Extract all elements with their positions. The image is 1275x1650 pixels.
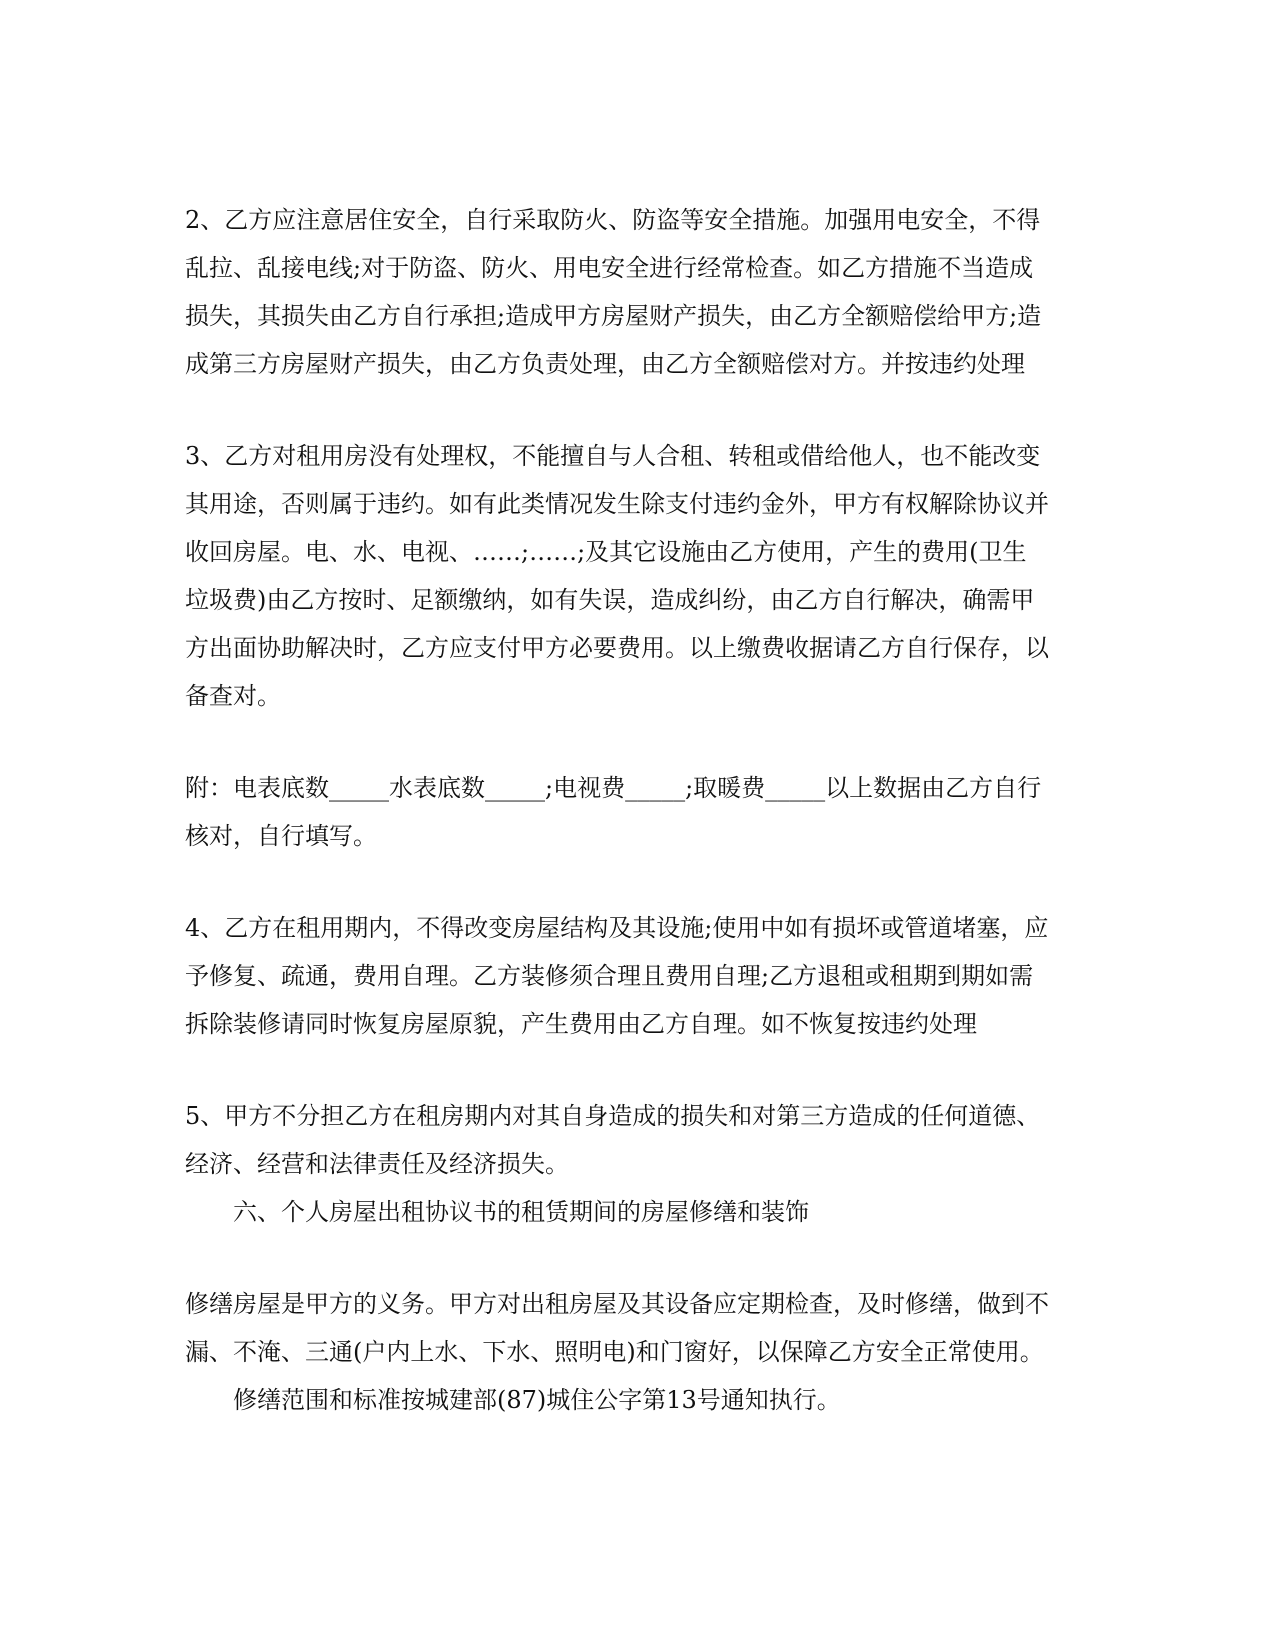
text-line: 拆除装修请同时恢复房屋原貌，产生费用由乙方自理。如不恢复按违约处理 <box>185 1010 977 1038</box>
text-line: 5、甲方不分担乙方在租房期内对其自身造成的损失和对第三方造成的任何道德、 <box>185 1102 1041 1130</box>
text-line: 备查对。 <box>185 682 281 710</box>
text-line: 漏、不淹、三通(户内上水、下水、照明电)和门窗好，以保障乙方安全正常使用。 <box>185 1338 1044 1366</box>
clause-5-paragraph <box>185 1092 1085 1188</box>
clause-4-paragraph <box>185 904 1085 1048</box>
text-line: 核对，自行填写。 <box>185 822 377 850</box>
text-line: 修缮房屋是甲方的义务。甲方对出租房屋及其设备应定期检查，及时修缮，做到不 <box>185 1290 1049 1318</box>
document-body <box>185 196 1085 1424</box>
attachment-paragraph <box>185 764 1085 860</box>
clause-3-paragraph <box>185 432 1085 720</box>
text-line: 2、乙方应注意居住安全，自行采取防火、防盗等安全措施。加强用电安全，不得 <box>185 206 1041 234</box>
text-line: 收回房屋。电、水、电视、……;……;及其它设施由乙方使用，产生的费用(卫生 <box>185 538 1027 566</box>
section-6-heading <box>185 1188 1085 1236</box>
text-line: 附：电表底数_____水表底数_____;电视费_____;取暖费_____以上数据由乙方自行 <box>185 774 1042 802</box>
text-line: 损失，其损失由乙方自行承担;造成甲方房屋财产损失，由乙方全额赔偿给甲方;造 <box>185 302 1042 330</box>
clause-2-paragraph <box>185 196 1085 388</box>
text-line: 3、乙方对租用房没有处理权，不能擅自与人合租、转租或借给他人，也不能改变 <box>185 442 1041 470</box>
text-line: 其用途，否则属于违约。如有此类情况发生除支付违约金外，甲方有权解除协议并 <box>185 490 1049 518</box>
text-line: 成第三方房屋财产损失，由乙方负责处理，由乙方全额赔偿对方。并按违约处理 <box>185 350 1025 378</box>
text-line: 方出面协助解决时，乙方应支付甲方必要费用。以上缴费收据请乙方自行保存，以 <box>185 634 1049 662</box>
heading-line: 六、个人房屋出租协议书的租赁期间的房屋修缮和装饰 <box>233 1198 809 1226</box>
text-line: 4、乙方在租用期内，不得改变房屋结构及其设施;使用中如有损坏或管道堵塞，应 <box>185 914 1049 942</box>
repair-paragraph <box>185 1280 1085 1376</box>
text-line: 修缮范围和标准按城建部(87)城住公字第13号通知执行。 <box>233 1386 841 1414</box>
text-line: 乱拉、乱接电线;对于防盗、防火、用电安全进行经常检查。如乙方措施不当造成 <box>185 254 1034 282</box>
repair-scope-paragraph <box>185 1376 1085 1424</box>
text-line: 予修复、疏通，费用自理。乙方装修须合理且费用自理;乙方退租或租期到期如需 <box>185 962 1034 990</box>
text-line: 经济、经营和法律责任及经济损失。 <box>185 1150 569 1178</box>
text-line: 垃圾费)由乙方按时、足额缴纳，如有失误，造成纠纷，由乙方自行解决，确需甲 <box>185 586 1035 614</box>
